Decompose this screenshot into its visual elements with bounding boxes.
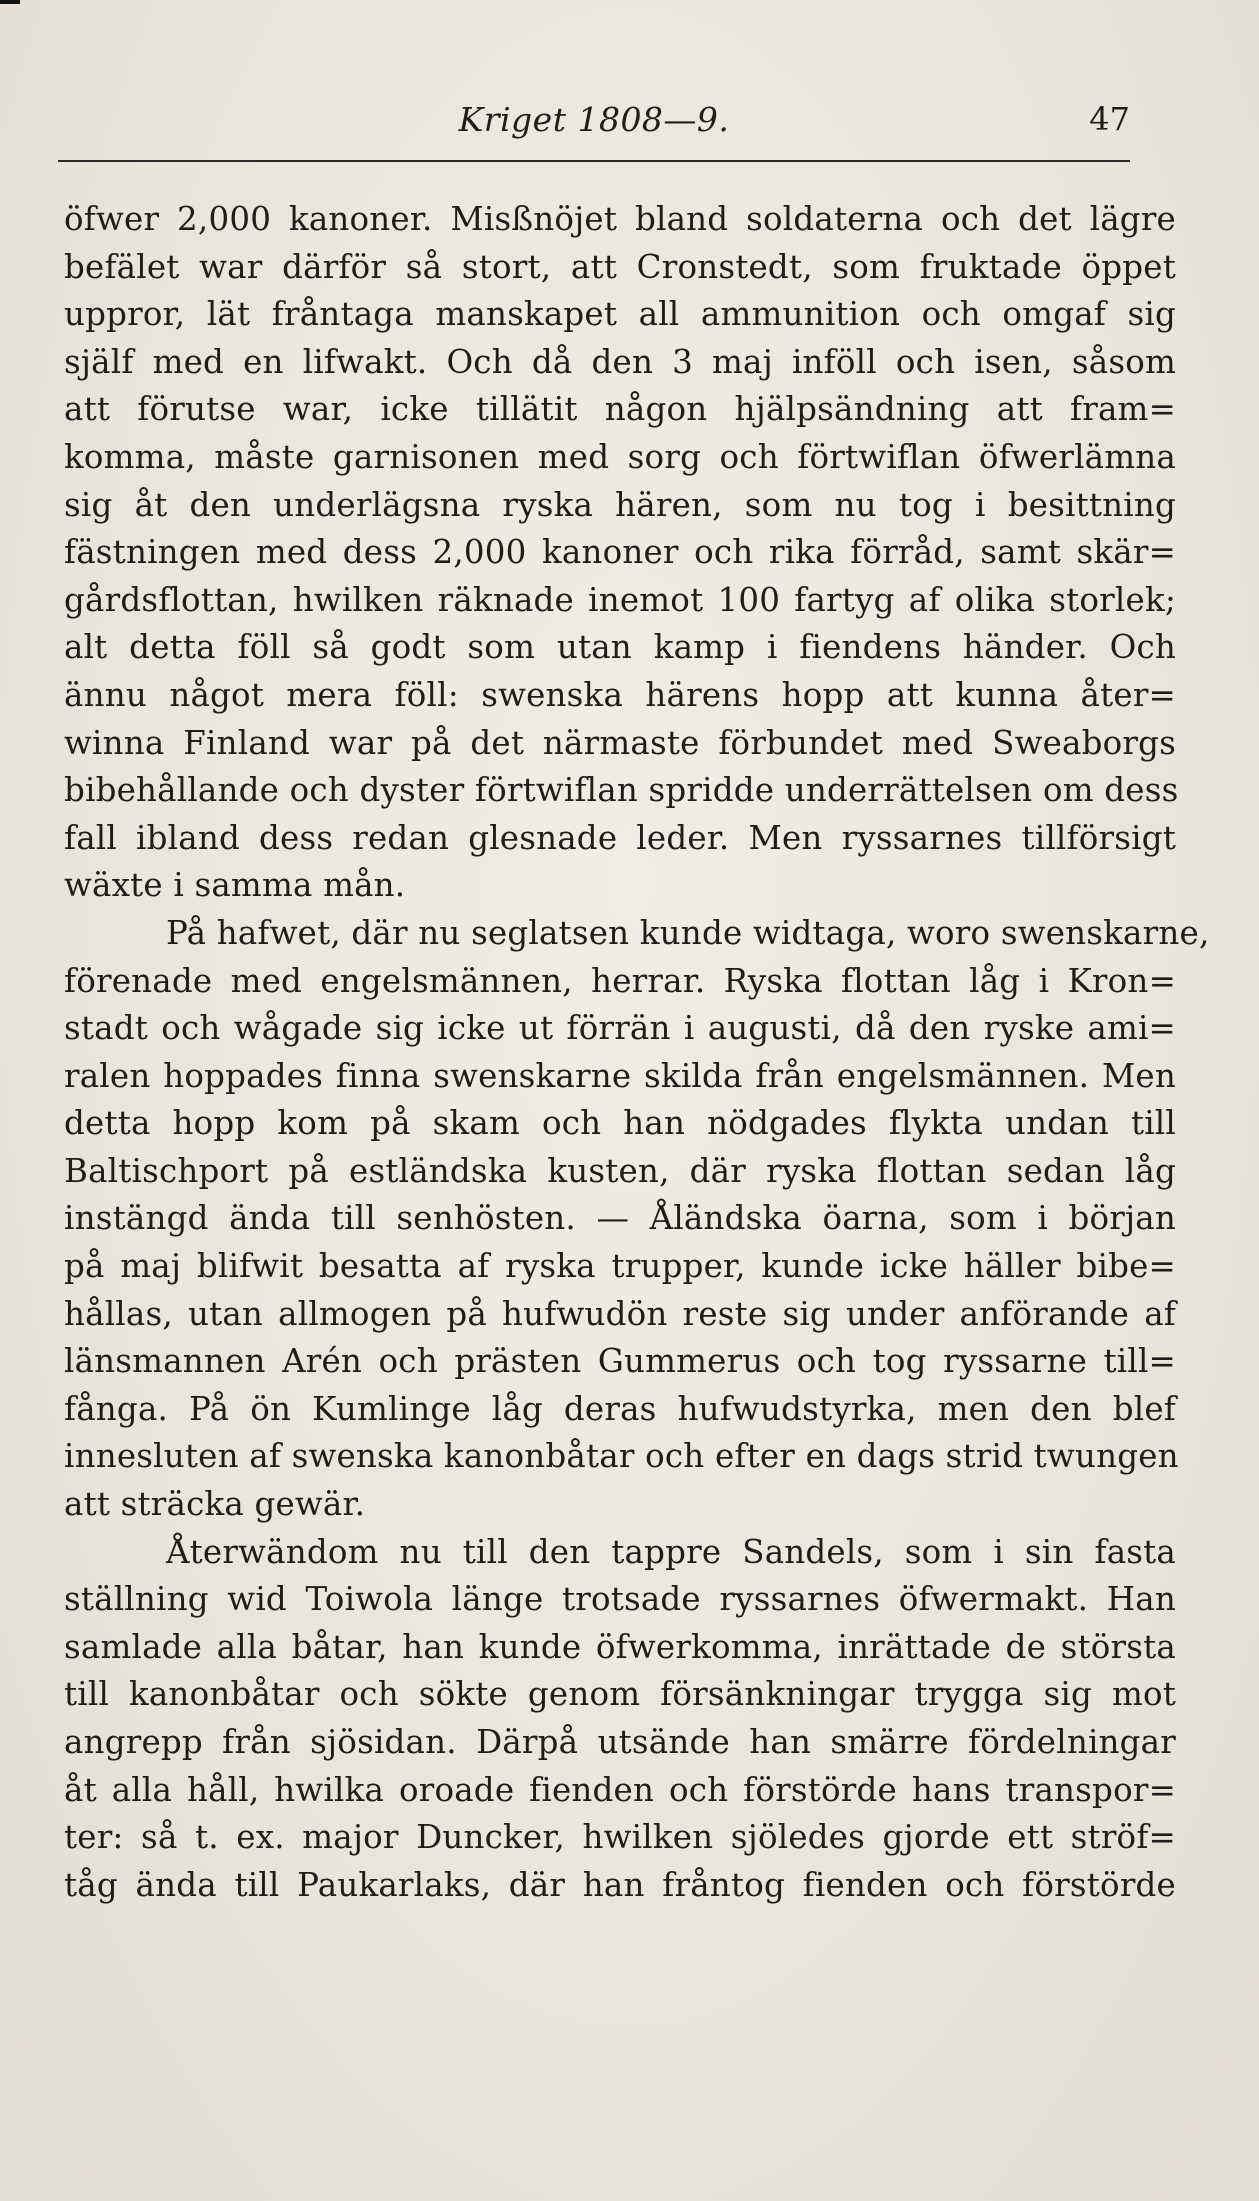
text-line: angrepp från sjösidan. Därpå utsände han smärre fördelningar (64, 1723, 1176, 1761)
text-line: ställning wid Toiwola länge trotsade ryssarnes öfwermakt. Han (64, 1580, 1176, 1619)
text-line: fall ibland dess redan glesnade leder. Men ryssarnes tillförsigt (64, 818, 1176, 857)
text-line: stadt och wågade sig icke ut förrän i augusti, då den ryske ami= (64, 1009, 1176, 1048)
page-number: 47 (1089, 100, 1130, 138)
text-line: innesluten af swenska kanonbåtar och efter en dags strid twungen (64, 1437, 1179, 1476)
text-line: bibehållande och dyster förtwiflan spridde underrättelsen om dess (64, 771, 1179, 810)
text-line: ralen hoppades finna swenskarne skilda från engelsmännen. Men (64, 1056, 1176, 1095)
text-line: komma, måste garnisonen med sorg och förtwiflan öfwerlämna (64, 437, 1176, 476)
text-line: fånga. På ön Kumlinge låg deras hufwudstyrka, men den blef (64, 1389, 1176, 1428)
text-line: Återwändom nu till den tappre Sandels, som i sin fasta (166, 1532, 1176, 1571)
header-rule (58, 160, 1130, 162)
text-line: förenade med engelsmännen, herrar. Ryska flottan låg i Kron= (64, 961, 1176, 1000)
text-line: åt alla håll, hwilka oroade fienden och förstörde hans transpor= (64, 1770, 1176, 1809)
text-line: att förutse war, icke tillätit någon hjälpsändning att fram= (64, 390, 1176, 429)
text-line: sig åt den underlägsna ryska hären, som nu tog i besittning (64, 485, 1176, 524)
text-line: samlade alla båtar, han kunde öfwerkomma, inrättade de största (64, 1627, 1176, 1666)
text-line: alt detta föll så godt som utan kamp i fiendens händer. Och (64, 628, 1176, 667)
text-line: fästningen med dess 2,000 kanoner och rika förråd, samt skär= (64, 533, 1176, 572)
text-line: gårdsflottan, hwilken räknade inemot 100 fartyg af olika storlek; (64, 580, 1176, 619)
text-line: öfwer 2,000 kanoner. Misßnöjet bland soldaterna och det lägre (64, 200, 1176, 238)
text-line: winna Finland war på det närmaste förbundet med Sweaborgs (64, 723, 1176, 762)
text-line: detta hopp kom på skam och han nödgades flykta undan till (64, 1104, 1176, 1143)
body-text (64, 196, 1210, 1909)
text-line: tåg ända till Paukarlaks, där han fråntog fienden och förstörde (64, 1865, 1176, 1904)
text-line: till kanonbåtar och sökte genom försänkningar trygga sig mot (64, 1675, 1176, 1714)
corner-mark (0, 0, 20, 4)
text-line: befälet war därför så stort, att Cronstedt, som fruktade öppet (64, 247, 1176, 286)
text-line: på maj blifwit besatta af ryska trupper, kunde icke häller bibe= (64, 1247, 1176, 1286)
text-line: instängd ända till senhösten. — Åländska öarna, som i början (64, 1199, 1176, 1238)
text-line: Baltischport på estländska kusten, där ryska flottan sedan låg (64, 1151, 1176, 1190)
text-line: ännu något mera föll: swenska härens hopp att kunna åter= (64, 675, 1176, 714)
text-line: ter: så t. ex. major Duncker, hwilken sjöledes gjorde ett ströf= (64, 1818, 1176, 1857)
text-line: hållas, utan allmogen på hufwudön reste sig under anförande af (64, 1294, 1176, 1333)
text-line: länsmannen Arén och prästen Gummerus och tog ryssarne till= (64, 1342, 1176, 1381)
page-header (58, 100, 1130, 152)
running-title: Kriget 1808—9. (458, 100, 730, 139)
text-line: uppror, lät fråntaga manskapet all ammunition och omgaf sig (64, 295, 1176, 334)
text-line: wäxte i samma mån. (64, 866, 406, 905)
text-line: själf med en lifwakt. Och då den 3 maj inföll och isen, såsom (64, 342, 1176, 381)
text-line: På hafwet, där nu seglatsen kunde widtaga, woro swenskarne, (166, 913, 1210, 952)
text-line: att sträcka gewär. (64, 1485, 366, 1524)
